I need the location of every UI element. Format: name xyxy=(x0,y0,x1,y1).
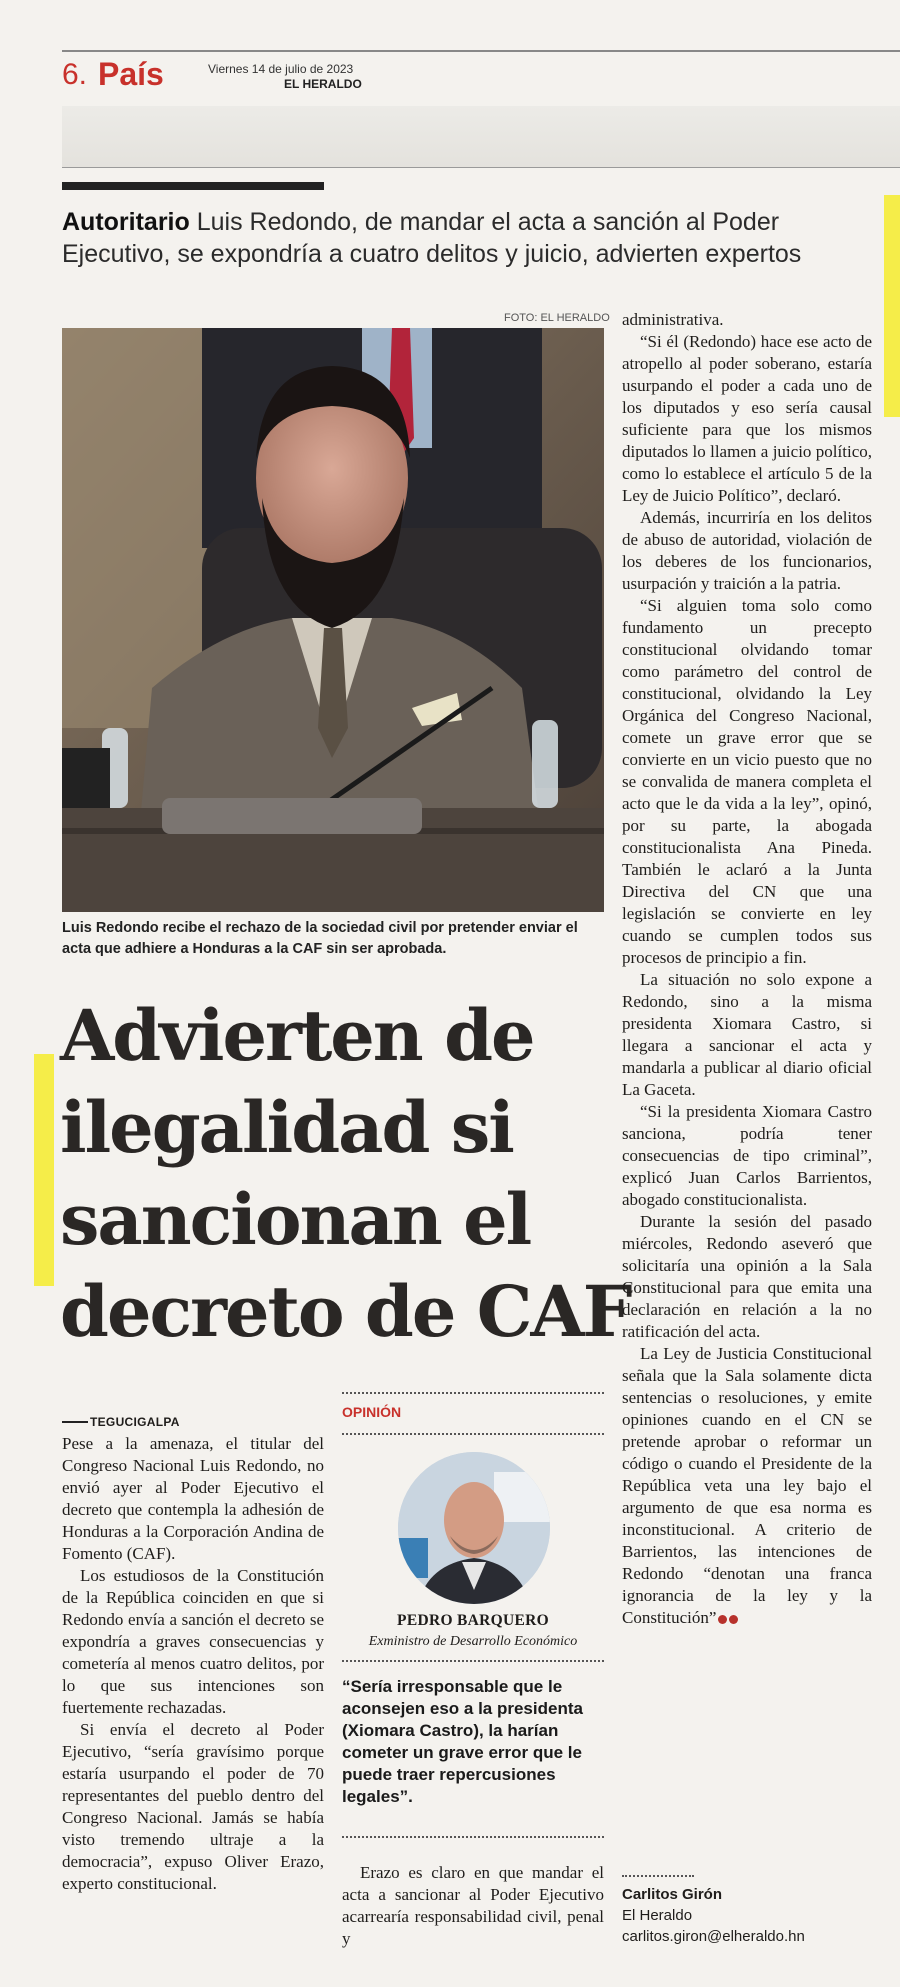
opinion-label: OPINIÓN xyxy=(342,1404,402,1420)
issue-date: Viernes 14 de julio de 2023 xyxy=(208,62,354,76)
kicker xyxy=(62,206,882,270)
paragraph: Erazo es claro en que mandar el acta a sancionar al Poder Ejecutivo acarrearía responsabilidad civil, penal y xyxy=(342,1863,604,1948)
opinion-role: Exministro de Desarrollo Económico xyxy=(368,1634,578,1649)
highlighter-mark-right xyxy=(884,195,900,417)
newspaper-name: EL HERALDO xyxy=(284,77,362,91)
byline-email[interactable]: carlitos.giron@elheraldo.hn xyxy=(622,1928,805,1945)
highlighter-mark-left xyxy=(34,1054,54,1286)
avatar-illustration xyxy=(398,1452,550,1604)
paragraph: “Si alguien toma solo como fundamento un precepto constitucional olvidando tomar como parámetro del control de constitucional, olvidando la Ley Orgánica del Congreso Nacional, comete un grave error que se convierte en un vicio puesto que no se convalida de manera completa el acto que le da vida a la ley”, opinó, por su parte, la abogada constitucionalista Ana Pineda. También le aclaró a la Junta Directiva del CN que una legislación se convierte en ley cuando se cumplen todos sus procesos de principio a fin. xyxy=(622,596,872,967)
article-column-2 xyxy=(342,1862,604,1950)
byline-name: Carlitos Girón xyxy=(622,1886,723,1903)
headline-line: decreto de CAF xyxy=(60,1270,631,1353)
avatar xyxy=(398,1452,550,1604)
kicker-bar xyxy=(62,182,324,190)
top-rule xyxy=(62,50,900,52)
headline-line: Advierten de xyxy=(60,994,534,1077)
opinion-name: PEDRO BARQUERO xyxy=(397,1612,549,1629)
paragraph: Durante la sesión del pasado miércoles, Redondo aseveró que solicitaría una opinión a la Sala Constitucional para que emita una declaración en relación a la no ratificación del acta. xyxy=(622,1212,872,1341)
paragraph: Los estudiosos de la Constitución de la República coinciden en que si Redondo envía a sanción el decreto se expondría a graves consecuencias y cometería al menos cuatro delitos, por lo que sus intenciones son fuertemente rechazadas. xyxy=(62,1566,324,1717)
kicker-text: Luis Redondo, de mandar el acta a sanción al Poder Ejecutivo, se expondría a cuatro delitos y juicio, advierten expertos xyxy=(62,208,802,268)
paragraph: “Si él (Redondo) hace ese acto de atropello al poder soberano, estaría usurpando el poder a cada uno de los diputados y eso sería causal suficiente para que los mismos diputados lo llamen a juicio político, como lo establece el artículo 5 de la Ley de Juicio Político”, declaró. xyxy=(622,332,872,505)
opinion-rule-top xyxy=(342,1392,604,1394)
opinion-rule xyxy=(342,1660,604,1662)
paragraph: administrativa. xyxy=(622,310,724,329)
dateline-rule xyxy=(62,1421,88,1423)
photo-caption: Luis Redondo recibe el rechazo de la sociedad civil por pretender enviar el acta que adhiere a Honduras a la CAF sin ser aprobada. xyxy=(62,920,578,957)
page-number: 6. xyxy=(62,58,88,91)
byline xyxy=(622,1884,882,1947)
paragraph: Pese a la amenaza, el titular del Congreso Nacional Luis Redondo, no envió ayer al Poder Ejecutivo el decreto que contempla la adhesión de Honduras a la Corporación Andina de Fomento (CAF). xyxy=(62,1434,324,1563)
dateline-row xyxy=(62,1410,324,1433)
photo-illustration xyxy=(62,328,604,912)
end-mark-icon xyxy=(729,1615,738,1624)
kicker-lead: Autoritario xyxy=(62,208,190,236)
article-column-3 xyxy=(622,309,872,1629)
article-photo xyxy=(62,328,604,912)
opinion-rule xyxy=(342,1433,604,1435)
dateline: TEGUCIGALPA xyxy=(90,1415,180,1429)
opinion-rule-bottom xyxy=(342,1836,604,1838)
end-mark-icon xyxy=(718,1615,727,1624)
paragraph-text: La Ley de Justicia Constitucional señala que la Sala solamente dicta sentencias o resoluciones, y emite opiniones cuando en el CN se pretende aprobar o reformar un código o cuando el Presidente de la República veta una ley bajo el argumento de que esa norma es inconstitucional. A criterio de Barrientos, las intenciones de Redondo “denotan una franca ignorancia de la ley y la Constitución” xyxy=(622,1344,872,1627)
byline-rule xyxy=(622,1875,694,1877)
paragraph: Si envía el decreto al Poder Ejecutivo, “sería gravísimo porque estaría usurpando el poder de 70 representantes del pueblo dentro del Congreso Nacional. Jamás se había visto tremendo ultraje a la democracia”, expuso Oliver Erazo, experto constitucional. xyxy=(62,1720,324,1893)
headline-line: ilegalidad si xyxy=(60,1086,513,1169)
headline xyxy=(60,990,631,1358)
photo-credit: FOTO: EL HERALDO xyxy=(504,312,610,324)
section-name: País xyxy=(98,56,164,92)
byline-outlet: El Heraldo xyxy=(622,1907,693,1924)
faded-banner-strip xyxy=(62,106,900,168)
headline-line: sancionan el xyxy=(60,1178,531,1261)
paragraph: La situación no solo expone a Redondo, sino a la misma presidenta Xiomara Castro, si llegara a sancionar el acta y mandarla a publicar al diario oficial La Gaceta. xyxy=(622,970,872,1099)
paragraph: “Si la presidenta Xiomara Castro sanciona, podría tener consecuencias de tipo criminal”, explicó Juan Carlos Barrientos, abogado constitucionalista. xyxy=(622,1102,872,1209)
paragraph-last xyxy=(622,1343,872,1629)
opinion-quote: “Sería irresponsable que le aconsejen eso a la presidenta (Xiomara Castro), la harían cometer un grave error que le puede traer repercusiones legales”. xyxy=(342,1677,583,1806)
paragraph: Además, incurriría en los delitos de abuso de autoridad, violación de los deberes de los funcionarios, usurpación y traición a la patria. xyxy=(622,508,872,593)
article-column-1 xyxy=(62,1410,324,1895)
